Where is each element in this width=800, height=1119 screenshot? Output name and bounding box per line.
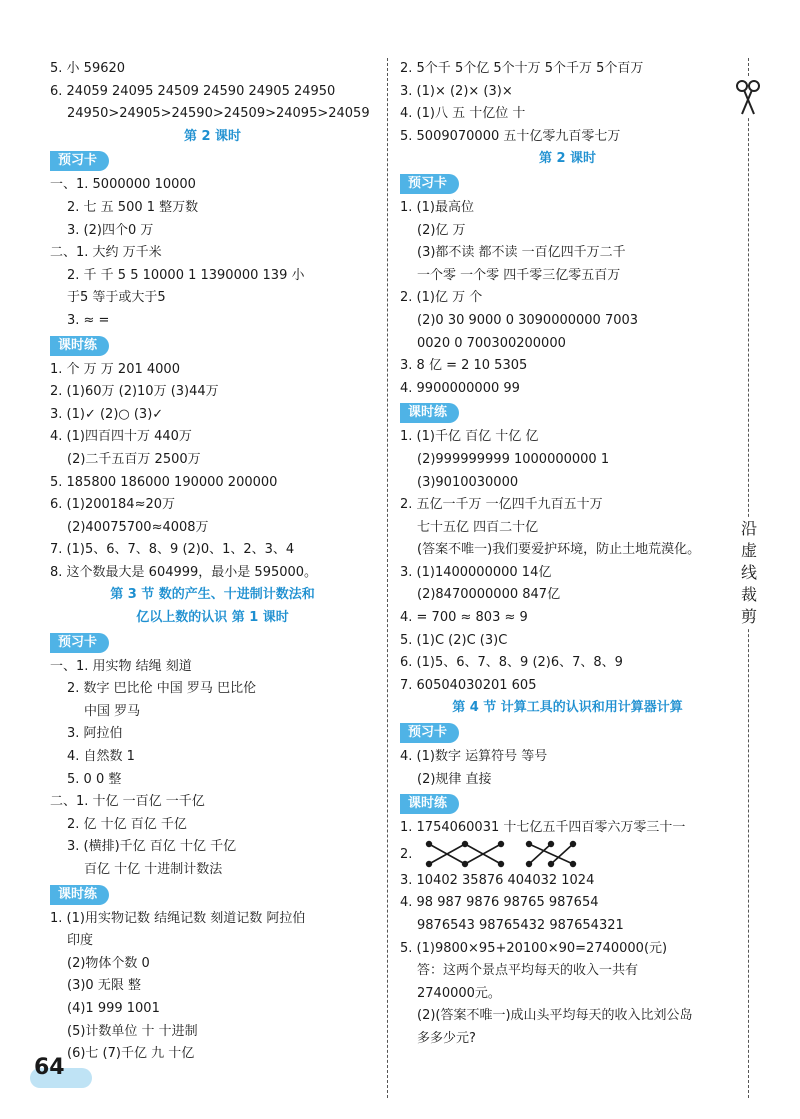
answer-line: 答：这两个景点平均每天的收入一共有 [417,963,639,979]
answer-line: 6. (1)5、6、7、8、9 (2)6、7、8、9 [400,655,623,671]
answer-line: 5. (1)9800×95+20100×90=2740000(元) [400,940,668,956]
answer-line: (5)计数单位 十 十进制 [67,1023,198,1039]
preview-card-label: 预习卡 [400,174,459,194]
answer-line: 9876543 98765432 987654321 [417,918,624,933]
practice-label: 课时练 [400,403,459,423]
question-number: 2. [400,846,413,862]
cut-char: 虚 [740,541,757,560]
preview-card-label: 预习卡 [50,633,109,653]
answer-line: 2740000元。 [417,985,501,1001]
answer-line: 二、1. 十亿 一百亿 一千亿 [50,794,205,810]
answer-line: 5. 5009070000 五十亿零九百零七万 [400,128,621,144]
answer-line: 2. 五亿一千万 一亿四千九百五十万 [400,497,603,513]
answer-line: 4. 自然数 1 [67,749,135,765]
answer-line: 2. (1)亿 万 个 [400,290,483,306]
answer-line: 七十五亿 四百二十亿 [417,519,539,535]
answer-line: 6. 24059 24095 24509 24590 24905 24950 [50,83,336,99]
column-divider [387,58,388,1098]
answer-line: (4)1 999 1001 [67,1000,160,1016]
answer-line: 1. 1754060031 十七亿五千四百零六万零三十一 [400,820,686,836]
answer-line: 8. 这个数最大是 604999，最小是 595000。 [50,564,318,580]
preview-card-label: 预习卡 [400,723,459,743]
answer-line: 一个零 一个零 四千零三亿零五百万 [417,267,621,283]
answer-line: 3. 10402 35876 404032 1024 [400,872,595,888]
answer-line: 一、1. 用实物 结绳 刻道 [50,658,192,674]
answer-line: 0020 0 700300200000 [417,335,566,351]
answer-line: 4. (1)四百四十万 440万 [50,429,192,445]
practice-label: 课时练 [50,885,109,905]
answer-line: 24950>24905>24590>24509>24095>24059 [67,106,370,122]
answer-line: 3. (1)✓ (2)○ (3)✓ [50,406,164,422]
scissors-icon [733,78,763,118]
answer-line: 4. 98 987 9876 98765 987654 [400,895,599,911]
answer-line: 7. 60504030201 605 [400,677,537,693]
answer-line: 1. (1)最高位 [400,199,474,215]
answer-line: 一、1. 5000000 10000 [50,177,196,193]
answer-line: 5. 小 59620 [50,61,126,76]
answer-line: 5. 185800 186000 190000 200000 [50,474,278,490]
answer-line: 3. (1)× (2)× (3)× [400,83,513,99]
answer-line: (2)0 30 9000 0 3090000000 7003 [417,312,639,328]
answer-line: 5. 0 0 整 [67,771,122,787]
answer-line: 1. (1)用实物记数 结绳记数 刻道记数 阿拉伯 [50,910,306,926]
answer-line: 4. 9900000000 99 [400,380,520,396]
cut-char: 沿 [740,519,757,538]
answer-line: 2. 七 五 500 1 整万数 [67,199,199,215]
answer-line: 3. (1)1400000000 14亿 [400,564,552,580]
answer-line: 3. ≈ = [67,312,110,328]
answer-line: 2. 5个千 5个亿 5个十万 5个千万 5个百万 [400,61,644,76]
right-column [400,58,735,1051]
answer-line: 4. (1)八 五 十亿位 十 [400,106,526,122]
answer-line: 5. (1)C (2)C (3)C [400,632,508,648]
answer-line: 2. 亿 十亿 百亿 千亿 [67,816,187,832]
answer-line: 百亿 十亿 十进制计数法 [84,862,223,877]
answer-line: 6. (1)200184≈20万 [50,497,176,513]
answer-line: (3)都不读 都不读 一百亿四千万二千 [417,245,626,261]
preview-card-label: 预习卡 [50,151,109,171]
answer-line: 2. 数字 巴比伦 中国 罗马 巴比伦 [67,681,257,697]
answer-line: (3)0 无限 整 [67,978,141,994]
answer-line: 2. (1)60万 (2)10万 (3)44万 [50,384,219,400]
cut-char: 剪 [740,607,757,626]
section-heading: 第 3 节 数的产生、十进制计数法和 [110,587,315,603]
cut-instruction [739,518,759,628]
answer-line: 3. 阿拉伯 [67,726,123,742]
answer-line: 1. (1)千亿 百亿 十亿 亿 [400,429,539,445]
answer-line: (2)物体个数 0 [67,955,150,971]
answer-line: (2)二千五百万 2500万 [67,451,201,467]
answer-line: (2)(答案不唯一)成山头平均每天的收入比刘公岛 [417,1008,693,1024]
page-number: 64 [34,1055,65,1080]
answer-line: (2)8470000000 847亿 [417,587,561,603]
answer-line: (6)七 (7)千亿 九 十亿 [67,1046,195,1062]
practice-label: 课时练 [400,794,459,814]
answer-line: (3)9010030000 [417,474,519,490]
answer-line: 3. (2)四个0 万 [67,222,154,238]
answer-line: 于5 等于或大于5 [67,290,166,306]
answer-line: 2. 千 千 5 5 10000 1 1390000 139 小 [67,267,305,283]
answer-line: 7. (1)5、6、7、8、9 (2)0、1、2、3、4 [50,542,295,558]
answer-line: 二、1. 大约 万千米 [50,245,162,261]
matching-answer [400,840,735,870]
answer-line: 中国 罗马 [84,703,141,719]
section-heading: 亿以上数的认识 第 1 课时 [136,610,289,626]
answer-line: 1. 个 万 万 201 4000 [50,361,180,377]
answer-line: (2)亿 万 [417,222,466,238]
matching-lines-diagram [417,840,587,868]
answer-line: 3. 8 亿 = 2 10 5305 [400,358,528,374]
answer-line: (2)40075700≈4008万 [67,519,209,535]
answer-line: 多多少元? [417,1030,476,1046]
answer-line: 4. = 700 ≈ 803 ≈ 9 [400,610,528,626]
cut-char: 裁 [740,585,757,604]
section-heading: 第 2 课时 [183,128,242,144]
practice-label: 课时练 [50,336,109,356]
answer-line: (答案不唯一)我们要爱护环境，防止土地荒漠化。 [417,542,701,558]
answer-line: (2)规律 直接 [417,771,492,787]
section-heading: 第 4 节 计算工具的认识和用计算器计算 [452,700,683,716]
answer-line: 印度 [67,933,94,949]
answer-line: 3. (横排)千亿 百亿 十亿 千亿 [67,839,237,855]
left-column [50,58,375,1066]
cut-char: 线 [740,563,757,582]
answer-line: (2)999999999 1000000000 1 [417,451,610,467]
section-heading: 第 2 课时 [538,151,597,167]
answer-line: 4. (1)数字 运算符号 等号 [400,749,548,765]
